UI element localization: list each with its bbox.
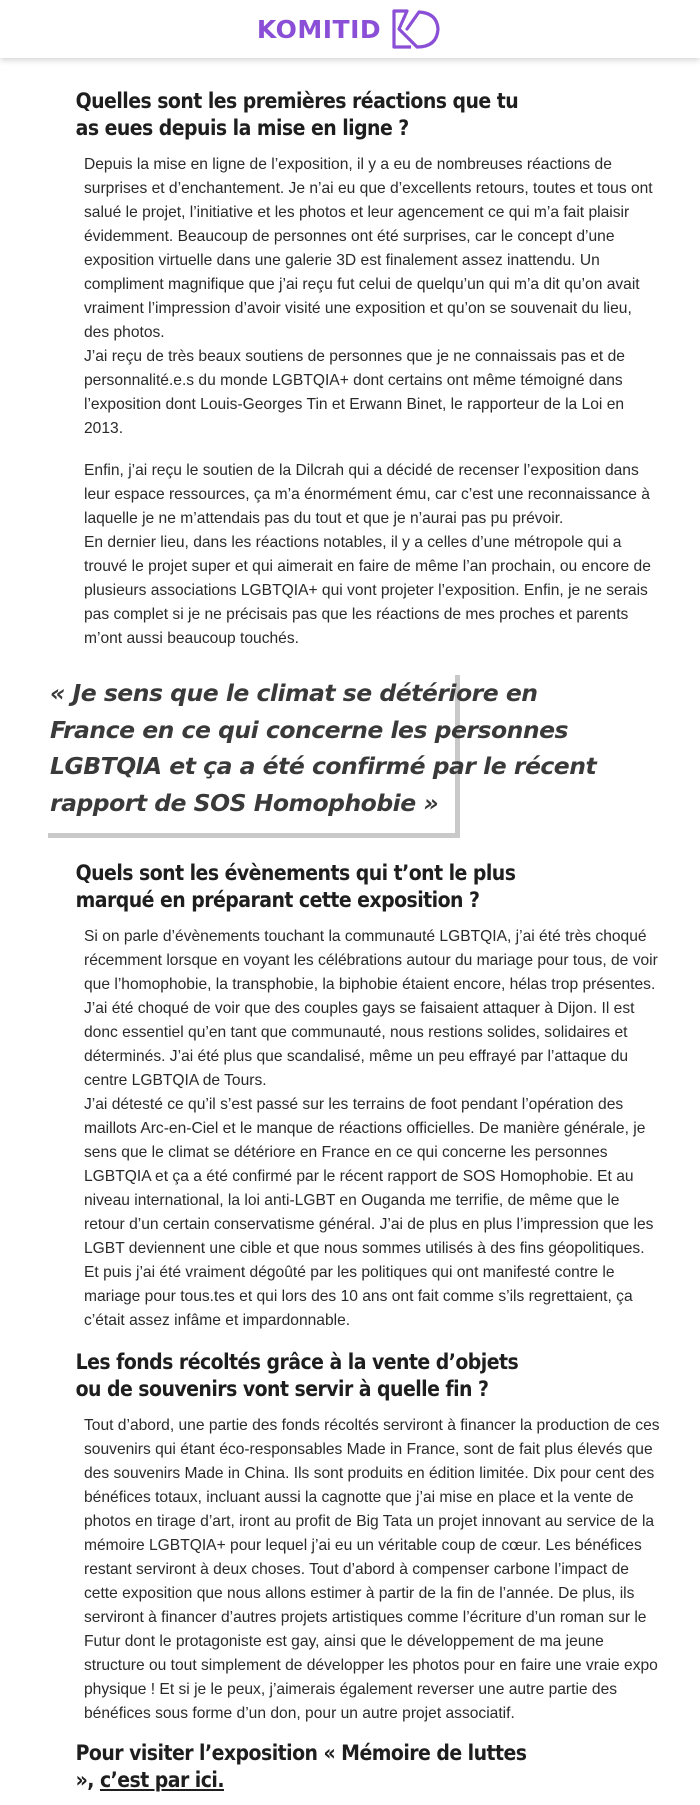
article-body bbox=[0, 88, 700, 1805]
paragraph: Enfin, j’ai reçu le soutien de la Dilcrah qui a décidé de recenser l’exposition dans leur espace ressources, ça m’a énormément ému, car c’est une reconnaissance à laquelle je ne m’attendais pas du tout et que je n’aurai pas pu prévoir. bbox=[84, 462, 650, 527]
pull-quote-line: France en ce qui concerne les personnes bbox=[50, 715, 569, 744]
brand-logo-text[interactable]: KOMITID bbox=[256, 14, 382, 44]
paragraph: En dernier lieu, dans les réactions notables, il y a celles d’une métropole qui a trouvé le projet super et qui aimerait en faire de même l’an prochain, ou encore de plusieurs associations LGBTQIA+ qui vont projeter l’exposition. Enfin, je ne serais pas complet si je ne précisais pas que les réactions de mes proches et parents m’ont aussi beaucoup touchés. bbox=[84, 534, 651, 647]
visit-exhibition-heading bbox=[0, 1740, 576, 1794]
question-heading-reactions: Quelles sont les premières réactions que tu as eues depuis la mise en ligne ? bbox=[75, 89, 519, 140]
komitid-k-logo-icon[interactable] bbox=[391, 7, 443, 51]
paragraph: J’ai détesté ce qu’il s’est passé sur les terrains de foot pendant l’opération des maillots Arc-en-Ciel et le manque de réactions officielles. De manière générale, je sens que le climat se détériore en France en ce qui concerne les personnes LGBTQIA et ça a été confirmé par le récent rapport de SOS Homophobie. Et au niveau international, la loi anti-LGBT en Ouganda me terrifie, de même que le retour d’un certain conservatisme général. J’ai de plus en plus l’impression que les LGBT deviennent une cible et que nous sommes utilisés à des fins géopolitiques. Et puis j’ai été vraiment dégoûté par les politiques qui ont manifesté contre le mariage pour tous.tes et qui lors des 10 ans ont fait comme s’ils regrettaient, ça c’était assez infâme et impardonnable. bbox=[84, 1096, 654, 1329]
paragraph: Si on parle d’évènements touchant la communauté LGBTQIA, j’ai été très choqué récemment lorsque en voyant les célébrations autour du mariage pour tous, de voir que l’homophobie, la transphobie, la biphobie étaient encore, hélas trop présentes. bbox=[84, 928, 658, 993]
question-heading-events: Quels sont les évènements qui t’ont le plus marqué en préparant cette exposition ? bbox=[75, 861, 516, 912]
paragraph: J’ai reçu de très beaux soutiens de personnes que je ne connaissais pas et de personnalité.e.s du monde LGBTQIA+ dont certains ont même témoigné dans l’exposition dont Louis-Georges Tin et Erwann Binet, le rapporteur de la Loi en 2013. bbox=[84, 348, 625, 437]
site-header bbox=[0, 0, 700, 58]
pull-quote-line: « Je sens que le climat se détériore en bbox=[50, 679, 538, 707]
paragraph: Depuis la mise en ligne de l’exposition, il y a eu de nombreuses réactions de surprises et d’enchantement. Je n’ai eu que d’excellents retours, toutes et tous ont salué le projet, l’initiative et les photos et leur agencement ce qui m’a fait plaisir évidemment. Beaucoup de personnes ont été surprises, car le concept d’une exposition virtuelle dans une galerie 3D est finalement assez inattendu. Un compliment magnifique que j’ai reçu fut celui de quelqu’un qui m’a dit qu’on avait vraiment l’impression d’avoir visité une exposition et qu’on se souvenait du lieu, des photos. bbox=[84, 156, 653, 341]
pull-quote bbox=[48, 675, 597, 838]
pull-quote-line: rapport de SOS Homophobie » bbox=[50, 788, 439, 817]
section-spacer bbox=[0, 1333, 700, 1349]
paragraph: Tout d’abord, une partie des fonds récoltés serviront à financer la production de ces souvenirs qui étant éco-responsables Made in France, sont de fait plus élevés que des souvenirs Made in China. Ils sont produits en édition limitée. Dix pour cent des bénéfices totaux, incluant aussi la cagnotte que j’ai mise en place et la vente de photos en tirage d’art, iront au profit de Big Tata un projet innovant au service de la mémoire LGBTQIA+ pour lequel j’ai eu un véritable coup de cœur. Les bénéfices restant serviront à deux choses. Tout d’abord à compenser carbone l’impact de cette exposition que nous allons estimer à partir de la fin de l’année. De plus, ils serviront à financer d’autres projets artistiques comme l’écriture d’un roman sur le Futur dont le protagoniste est gay, ainsi que le développement de ma jeune structure ou tout simplement de développer les photos pour en faire une vraie expo physique ! Et si je le peux, j’aimerais également reverser une autre partie des bénéfices sous forme d’un don, pour un autre projet associatif. bbox=[84, 1417, 660, 1722]
pull-quote-line: LGBTQIA et ça a été confirmé par le récent bbox=[50, 752, 597, 780]
visit-text: Pour visiter l’exposition « Mémoire de luttes », bbox=[75, 1741, 527, 1792]
paragraph: J’ai été choqué de voir que des couples gays se faisaient attaquer à Dijon. Il est donc essentiel qu’en tant que communauté, nous restions solides, solidaires et déterminés. J’ai été plus que scandalisé, même un peu effrayé par l’attaque du centre LGBTQIA de Tours. bbox=[84, 1000, 635, 1089]
visit-exhibition-link[interactable]: c’est par ici. bbox=[99, 1768, 224, 1792]
question-heading-funds: Les fonds récoltés grâce à la vente d’objets ou de souvenirs vont servir à quelle fin ? bbox=[75, 1350, 519, 1401]
paragraph-spacer bbox=[0, 441, 700, 459]
